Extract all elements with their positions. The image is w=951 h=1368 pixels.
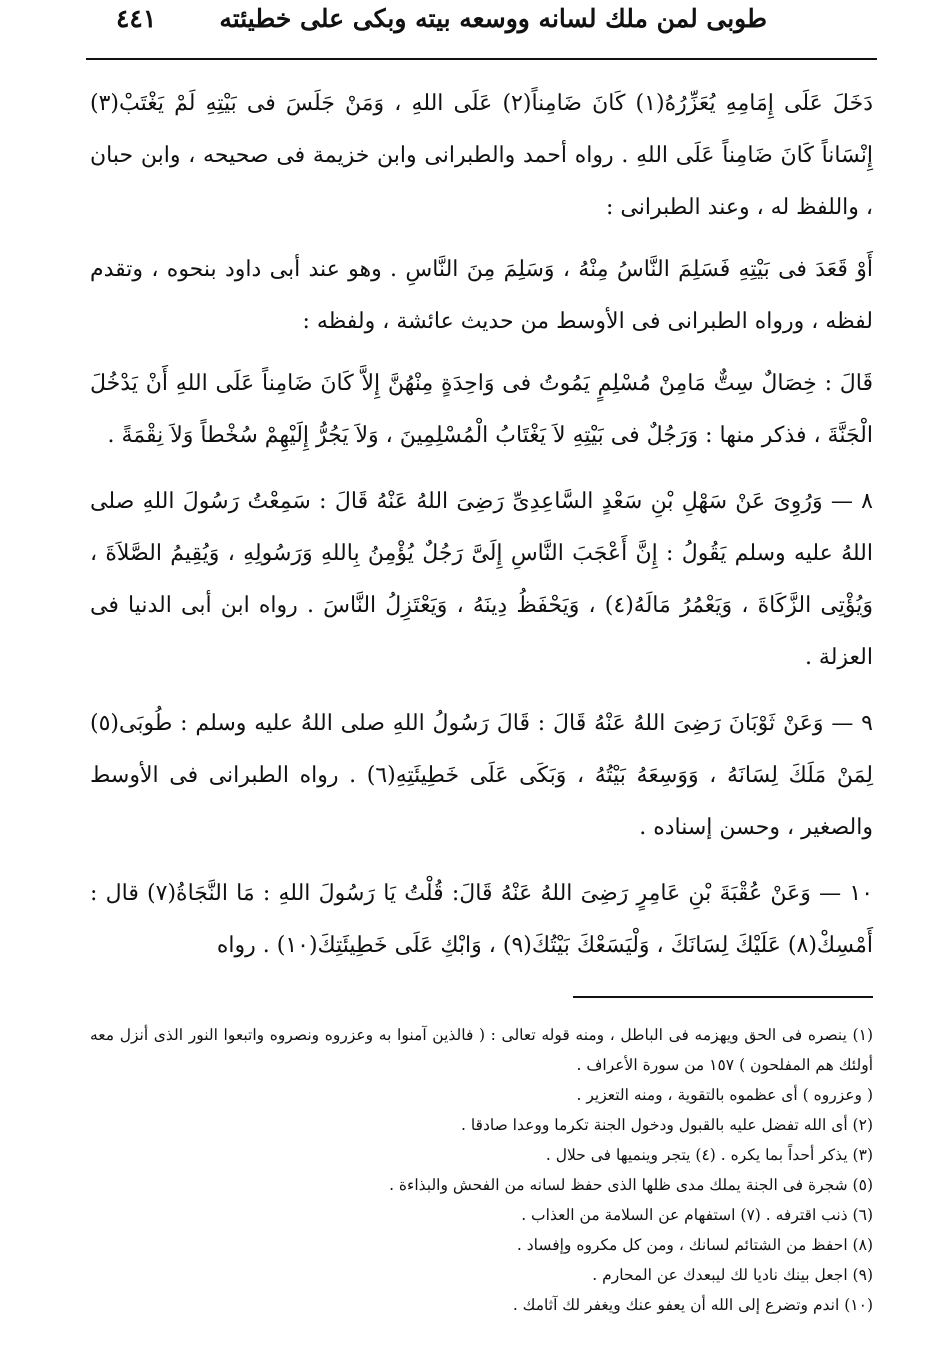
footnote-10: (١٠) اندم وتضرع إلى الله أن يعفو عنك ويغفر لك آثامك .: [512, 1296, 873, 1314]
hadith-9: ٩ — وَعَنْ ثَوْبَانَ رَضِىَ اللهُ عَنْهُ قَالَ : قَالَ رَسُولُ اللهِ صلى اللهُ عليه وسلم : طُوبَى(٥) لِمَنْ مَلَكَ لِسَانَهُ ، وَوَسِعَهُ بَيْتُهُ ، وَبَكَى عَلَى خَطِيئَتِهِ(٦) . رواه الطبرانى فى الأوسط والصغير ، وحسن إسناده .: [90, 711, 873, 840]
main-text: [90, 78, 873, 972]
footnote-9: (٩) اجعل بينك ناديا لك ليبعدك عن المحارم .: [592, 1266, 873, 1284]
footnote-1-extra: ( وعزروه ) أى عظموه بالتقوية ، ومنه التعزير .: [576, 1086, 873, 1104]
footnote-divider: [573, 996, 873, 998]
footnote-5: (٥) شجرة فى الجنة يملك مدى ظلها الذى حفظ لسانه من الفحش والبذاءة .: [389, 1176, 873, 1194]
paragraph-continuation: دَخَلَ عَلَى إِمَامِهِ يُعَزِّرُهُ(١) كَانَ ضَامِناً(٢) عَلَى اللهِ ، وَمَنْ جَلَسَ فى بَيْتِهِ لَمْ يَغْتَبْ(٣) إِنْسَاناً كَانَ ضَامِناً عَلَى اللهِ . رواه أحمد والطبرانى وابن خزيمة فى صحيحه ، وابن حبان ، واللفظ له ، وعند الطبرانى :: [90, 91, 873, 220]
page-number: ٤٤١: [116, 4, 157, 33]
running-title: طوبى لمن ملك لسانه ووسعه بيته وبكى على خطيئته: [219, 4, 767, 33]
footnote-8: (٨) احفظ من الشتائم لسانك ، ومن كل مكروه وإفساد .: [516, 1236, 873, 1254]
footnote-2: (٢) أى الله تفضل عليه بالقبول ودخول الجنة تكرما ووعدا صادقا .: [460, 1116, 873, 1134]
footnote-6-7: (٦) ذنب اقترفه . (٧) استفهام عن السلامة من العذاب .: [521, 1206, 873, 1224]
footnote-3-4: (٣) يذكر أحداً بما يكره . (٤) يتجر وينميها فى حلال .: [545, 1146, 873, 1164]
hadith-8: ٨ — وَرُوِىَ عَنْ سَهْلِ بْنِ سَعْدٍ السَّاعِدِىِّ رَضِىَ اللهُ عَنْهُ قَالَ : سَمِعْتُ رَسُولَ اللهِ صلى اللهُ عليه وسلم يَقُولُ : إِنَّ أَعْجَبَ النَّاسِ إِلَىَّ رَجُلٌ يُؤْمِنُ بِاللهِ وَرَسُولِهِ ، وَيُقِيمُ الصَّلاَةَ ، وَيُؤْتِى الزَّكَاةَ ، وَيَعْمُرُ مَالَهُ(٤) ، وَيَحْفَظُ دِينَهُ ، وَيَعْتَزِلُ النَّاسَ . رواه ابن أبى الدنيا فى العزلة .: [90, 489, 873, 670]
footnotes: [90, 1020, 873, 1320]
paragraph-six-traits: قَالَ : خِصَالٌ سِتٌّ مَامِنْ مُسْلِمٍ يَمُوتُ فى وَاحِدَةٍ مِنْهُنَّ إِلاَّ كَانَ ضَامِناً عَلَى اللهِ أَنْ يَدْخُلَ الْجَنَّةَ ، فذكر منها : وَرَجُلٌ فى بَيْتِهِ لاَ يَغْتَابُ الْمُسْلِمِينَ ، وَلاَ يَجُرُّ إِلَيْهِمْ سُخْطاً وَلاَ نِقْمَةً .: [90, 371, 873, 448]
hadith-10: ١٠ — وَعَنْ عُقْبَةَ بْنِ عَامِرٍ رَضِىَ اللهُ عَنْهُ قَالَ: قُلْتُ يَا رَسُولَ اللهِ : مَا النَّجَاةُ(٧) قال : أَمْسِكْ(٨) عَلَيْكَ لِسَانَكَ ، وَلْيَسَعْكَ بَيْتُكَ(٩) ، وَابْكِ عَلَى خَطِيئَتِكَ(١٠) . رواه: [90, 881, 874, 958]
footnote-1: (١) ينصره فى الحق ويهزمه فى الباطل ، ومنه قوله تعالى : ( فالذين آمنوا به وعزروه ونصروه واتبعوا النور الذى أنزل معه أولئك هم المفلحون ) ١٥٧ من سورة الأعراف .: [90, 1026, 873, 1074]
running-header: [86, 0, 877, 60]
paragraph-quote-tabarani: أَوْ قَعَدَ فى بَيْتِهِ فَسَلِمَ النَّاسُ مِنْهُ ، وَسَلِمَ مِنَ النَّاسِ . وهو عند أبى داود بنحوه ، وتقدم لفظه ، ورواه الطبرانى فى الأوسط من حديث عائشة ، ولفظه :: [90, 257, 873, 334]
